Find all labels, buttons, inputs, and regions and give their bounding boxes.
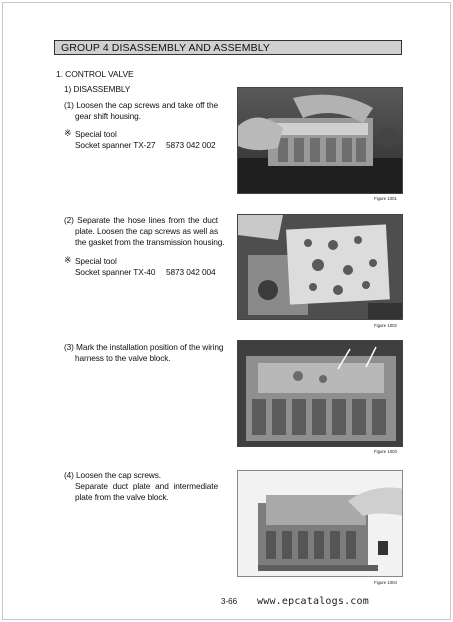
step-4-line-1: (4) Loosen the cap screws. [64,470,162,480]
figure-1001-caption: Figure 1001 [374,196,397,201]
figure-1002-caption: Figure 1002 [374,323,397,328]
step-2-line-1: (2) Separate the hose lines from the duct [64,215,218,225]
group-header [54,40,402,55]
note-mark: ※ [64,255,72,265]
figure-1004-photo [237,470,403,577]
step-3-line-1: (3) Mark the installation position of the wiring [64,342,224,352]
note-mark: ※ [64,128,72,138]
step-2-line-2: plate. Loosen the cap screws as well as [75,226,218,236]
watermark: www.epcatalogs.com [257,596,369,607]
step-4-line-3: plate from the valve block. [75,492,169,502]
subsection-title: 1) DISASSEMBLY [64,84,131,94]
step-2-line-3: the gasket from the transmission housing. [75,237,225,247]
step-3-line-2: harness to the valve block. [75,353,171,363]
figure-1004-caption: Figure 1004 [374,580,397,585]
section-title: 1. CONTROL VALVE [56,69,134,79]
special-tool-part-number: 5873 042 004 [166,267,216,277]
group-title: GROUP 4 DISASSEMBLY AND ASSEMBLY [61,42,271,54]
special-tool-name: Socket spanner TX-27 [75,140,156,150]
figure-1001-photo [237,87,403,194]
special-tool-label: Special tool [75,129,117,139]
step-1-line-1: (1) Loosen the cap screws and take off the [64,100,218,110]
special-tool-label: Special tool [75,256,117,266]
special-tool-part-number: 5873 042 002 [166,140,216,150]
step-4-line-2: Separate duct plate and intermediate [75,481,218,491]
special-tool-name: Socket spanner TX-40 [75,267,156,277]
figure-1003-caption: Figure 1003 [374,449,397,454]
figure-1002-photo [237,214,403,320]
page-number: 3-66 [221,597,238,606]
figure-1003-photo [237,340,403,447]
step-1-line-2: gear shift housing. [75,111,141,121]
